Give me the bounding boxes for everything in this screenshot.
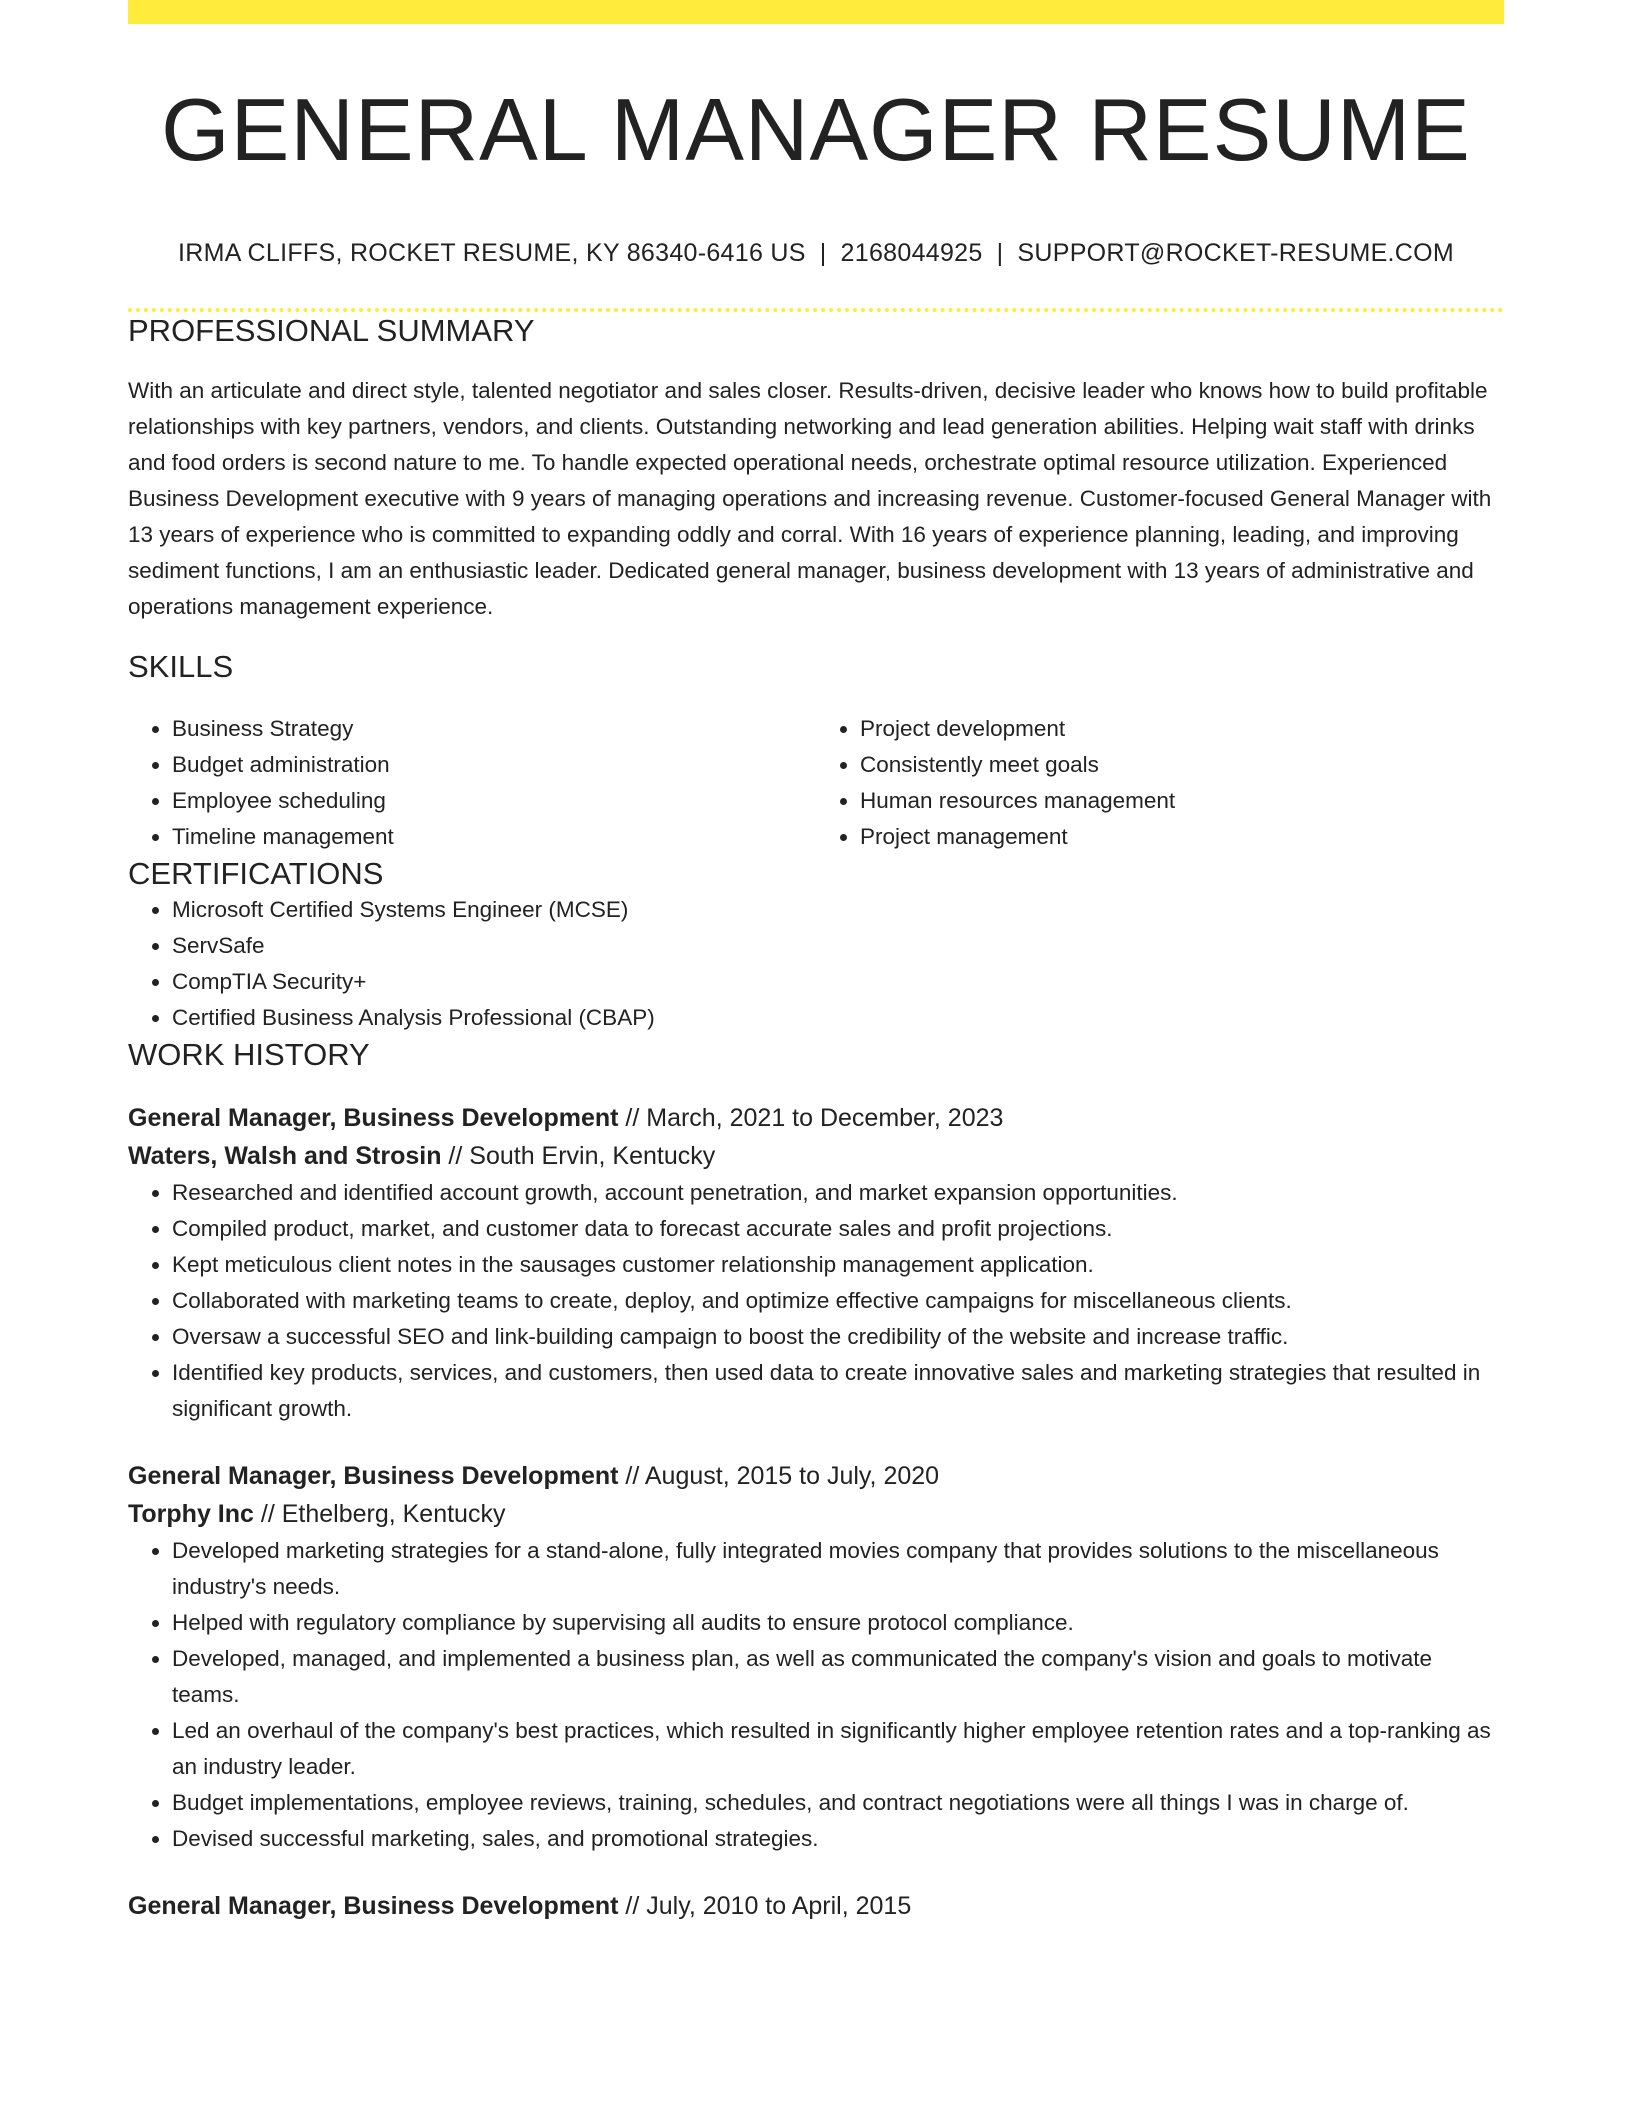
job-duty: • Developed, managed, and implemented a business plan, as well as communicated the company's vision and goals to motivate teams. <box>172 1641 1504 1713</box>
certifications-section <box>128 855 1504 1036</box>
skills-heading: SKILLS <box>128 648 234 684</box>
job-dates: // March, 2021 to December, 2023 <box>618 1104 1004 1133</box>
job-duty: • Devised successful marketing, sales, and promotional strategies. <box>172 1821 1504 1857</box>
job-company-line <box>128 1495 1504 1533</box>
job-location: // South Ervin, Kentucky <box>441 1142 716 1171</box>
skills-section <box>128 648 1504 855</box>
certifications-heading: CERTIFICATIONS <box>128 855 384 891</box>
job-role: General Manager, Business Development <box>128 1462 619 1491</box>
skill-item: • Employee scheduling <box>172 783 816 819</box>
job-duty: • Compiled product, market, and customer data to forecast accurate sales and profit projections. <box>172 1211 1504 1247</box>
resume-title: GENERAL MANAGER RESUME <box>161 80 1471 179</box>
contact-separator: | <box>996 239 1004 267</box>
skills-list-right <box>816 711 1504 855</box>
skill-item: • Business Strategy <box>172 711 816 747</box>
job-entry <box>128 1099 1504 1427</box>
job-role: General Manager, Business Development <box>128 1892 619 1921</box>
summary-heading: PROFESSIONAL SUMMARY <box>128 313 535 348</box>
job-entry <box>128 1457 1504 1857</box>
job-dates: // July, 2010 to April, 2015 <box>618 1892 912 1921</box>
summary-text: With an articulate and direct style, talented negotiator and sales closer. Results-driven, decisive leader who knows how to build profitable relationships with key partners, vendors, and clients. Outstanding networking and lead generation abilities. Helping wait staff with drinks and food orders is second nature to me. To handle expected operational needs, orchestrate optimal resource utilization. Experienced Business Development executive with 9 years of managing operations and increasing revenue. Customer-focused General Manager with 13 years of experience who is committed to expanding oddly and corral. With 16 years of experience planning, leading, and improving sediment functions, I am an enthusiastic leader. Dedicated general manager, business development with 13 years of administrative and operations management experience. <box>128 378 1492 620</box>
contact-line <box>128 238 1504 268</box>
job-company: Waters, Walsh and Strosin <box>128 1142 442 1171</box>
job-duty: • Collaborated with marketing teams to create, deploy, and optimize effective campaigns for miscellaneous clients. <box>172 1283 1504 1319</box>
skill-item: • Project management <box>860 819 1504 855</box>
contact-separator: | <box>819 239 827 267</box>
job-company-line <box>128 1137 1504 1175</box>
resume-page <box>128 0 1504 1925</box>
summary-section <box>128 312 1504 625</box>
certification-item: • CompTIA Security+ <box>172 964 1504 1000</box>
work-history-heading: WORK HISTORY <box>128 1037 370 1073</box>
job-duty: • Oversaw a successful SEO and link-building campaign to boost the credibility of the website and increase traffic. <box>172 1319 1504 1355</box>
job-title-line <box>128 1099 1504 1137</box>
job-dates: // August, 2015 to July, 2020 <box>618 1462 940 1491</box>
skills-list-left <box>128 711 816 855</box>
certification-item: • Certified Business Analysis Professional (CBAP) <box>172 1000 1504 1036</box>
skill-item: • Budget administration <box>172 747 816 783</box>
skills-grid <box>128 711 1504 855</box>
job-title-line <box>128 1457 1504 1495</box>
contact-email: SUPPORT@ROCKET-RESUME.COM <box>1017 239 1455 267</box>
skill-item: • Consistently meet goals <box>860 747 1504 783</box>
job-duty: • Helped with regulatory compliance by supervising all audits to ensure protocol compliance. <box>172 1605 1504 1641</box>
job-duty: • Budget implementations, employee reviews, training, schedules, and contract negotiations were all things I was in charge of. <box>172 1785 1504 1821</box>
job-title-line <box>128 1887 1504 1925</box>
job-duty: • Led an overhaul of the company's best practices, which resulted in significantly higher employee retention rates and a top-ranking as an industry leader. <box>172 1713 1504 1785</box>
work-history-section <box>128 1036 1504 1925</box>
job-company: Torphy Inc <box>128 1500 254 1529</box>
certifications-list <box>128 892 1504 1036</box>
skill-item: • Project development <box>860 711 1504 747</box>
accent-top-bar <box>128 0 1504 24</box>
job-duty: • Developed marketing strategies for a stand-alone, fully integrated movies company that provides solutions to the miscellaneous industry's needs. <box>172 1533 1504 1605</box>
job-duties-list <box>128 1175 1504 1427</box>
skill-item: • Human resources management <box>860 783 1504 819</box>
skill-item: • Timeline management <box>172 819 816 855</box>
contact-phone: 2168044925 <box>840 239 983 267</box>
certification-item: • Microsoft Certified Systems Engineer (MCSE) <box>172 892 1504 928</box>
job-duties-list <box>128 1533 1504 1857</box>
job-duty: • Researched and identified account growth, account penetration, and market expansion opportunities. <box>172 1175 1504 1211</box>
contact-address: IRMA CLIFFS, ROCKET RESUME, KY 86340-6416 US <box>177 239 806 267</box>
job-duty: • Identified key products, services, and customers, then used data to create innovative sales and marketing strategies that resulted in significant growth. <box>172 1355 1504 1427</box>
job-role: General Manager, Business Development <box>128 1104 619 1133</box>
job-duty: • Kept meticulous client notes in the sausages customer relationship management application. <box>172 1247 1504 1283</box>
job-location: // Ethelberg, Kentucky <box>253 1500 506 1529</box>
certification-item: • ServSafe <box>172 928 1504 964</box>
job-entry <box>128 1887 1504 1925</box>
